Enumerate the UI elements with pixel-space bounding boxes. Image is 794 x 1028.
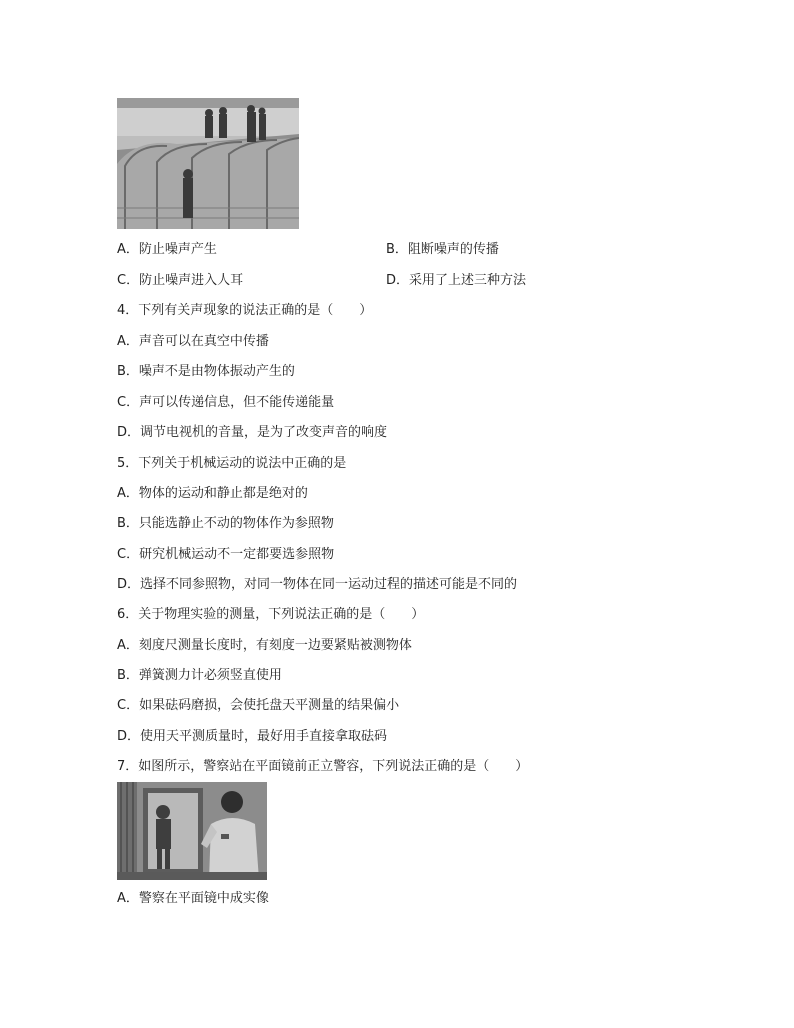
q4-option-d: D．调节电视机的音量，是为了改变声音的响度 xyxy=(117,425,388,440)
q7-option-a: A．警察在平面镜中成实像 xyxy=(117,891,269,906)
q5-option-c: C．研究机械运动不一定都要选参照物 xyxy=(117,547,335,562)
q5-stem: 5．下列关于机械运动的说法中正确的是 xyxy=(117,456,347,471)
q3-option-c: C．防止噪声进入人耳 xyxy=(117,273,244,288)
q6-option-c: C．如果砝码磨损，会使托盘天平测量的结果偏小 xyxy=(117,698,400,713)
q6-option-b: B．弹簧测力计必须竖直使用 xyxy=(117,668,282,683)
q5-option-a: A．物体的运动和静止都是绝对的 xyxy=(117,486,308,501)
q4-option-b: B．噪声不是由物体振动产生的 xyxy=(117,364,295,379)
q6-option-a: A．刻度尺测量长度时，有刻度一边要紧贴被测物体 xyxy=(117,638,412,653)
police-mirror-photo xyxy=(117,782,267,880)
sound-barrier-photo xyxy=(117,98,299,229)
q6-stem: 6．关于物理实验的测量，下列说法正确的是（ ） xyxy=(117,607,425,622)
q5-option-d: D．选择不同参照物，对同一物体在同一运动过程的描述可能是不同的 xyxy=(117,577,518,592)
q3-option-d: D．采用了上述三种方法 xyxy=(386,273,527,288)
q4-option-c: C．声可以传递信息，但不能传递能量 xyxy=(117,395,335,410)
q7-stem: 7．如图所示，警察站在平面镜前正立警容，下列说法正确的是（ ） xyxy=(117,759,529,774)
q4-stem: 4．下列有关声现象的说法正确的是（ ） xyxy=(117,303,373,318)
q3-option-a: A．防止噪声产生 xyxy=(117,242,217,257)
q3-option-b: B．阻断噪声的传播 xyxy=(386,242,499,257)
q6-option-d: D．使用天平测质量时，最好用手直接拿取砝码 xyxy=(117,729,388,744)
q4-option-a: A．声音可以在真空中传播 xyxy=(117,334,269,349)
q5-option-b: B．只能选静止不动的物体作为参照物 xyxy=(117,516,334,531)
